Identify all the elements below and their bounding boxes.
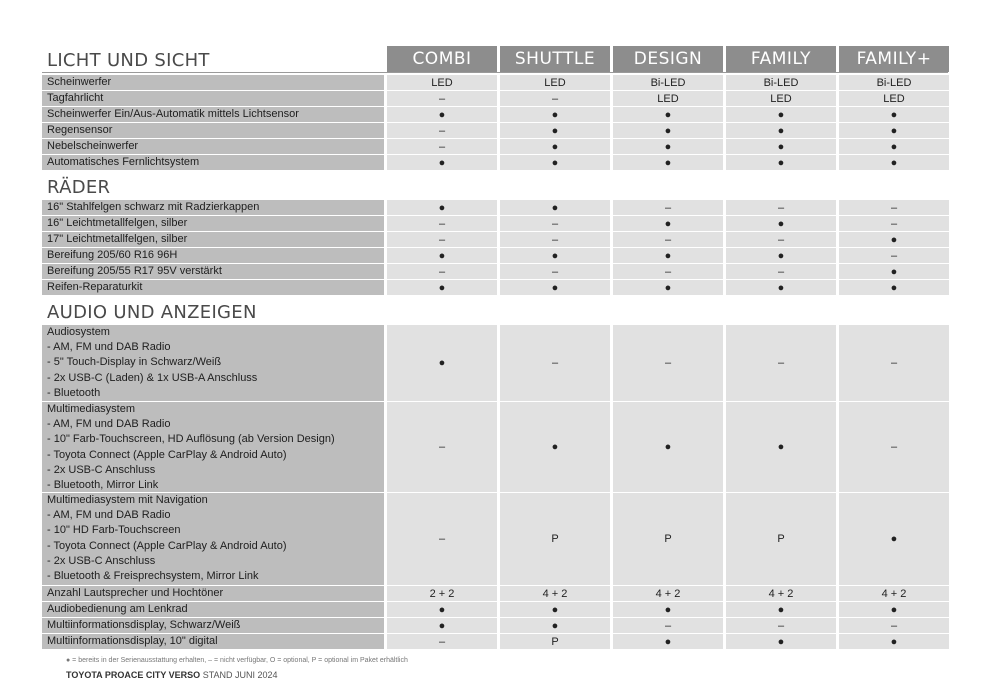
row-label-title: 17" Leichtmetallfelgen, silber [47, 233, 188, 245]
table-cell: ● [726, 155, 836, 170]
table-cell: Bi-LED [613, 75, 723, 90]
row-label [42, 602, 384, 617]
table-cell: – [726, 232, 836, 247]
table-cell: ● [387, 280, 497, 295]
column-header-family-: FAMILY+ [839, 46, 949, 72]
row-label [42, 618, 384, 633]
table-cell: ● [387, 325, 497, 401]
table-cell: – [839, 248, 949, 263]
table-cell: P [500, 493, 610, 585]
row-label [42, 493, 384, 585]
table-cell: – [726, 200, 836, 215]
table-cell: ● [387, 155, 497, 170]
table-cell: – [613, 264, 723, 279]
table-cell: ● [500, 280, 610, 295]
table-cell: – [387, 402, 497, 492]
column-header-shuttle: SHUTTLE [500, 46, 610, 72]
row-label-line: - AM, FM und DAB Radio [47, 509, 171, 522]
table-cell: ● [500, 618, 610, 633]
row-label-line: - 10" HD Farb-Touchscreen [47, 524, 181, 537]
row-label [42, 91, 384, 106]
table-cell: LED [500, 75, 610, 90]
row-label-line: - 5" Touch-Display in Schwarz/Weiß [47, 356, 222, 369]
column-header-combi: COMBI [387, 46, 497, 72]
table-cell: ● [387, 107, 497, 122]
table-cell: 2 + 2 [387, 586, 497, 601]
table-cell: ● [726, 216, 836, 231]
table-cell: – [500, 264, 610, 279]
table-cell: – [726, 325, 836, 401]
table-cell: – [387, 232, 497, 247]
column-header-family: FAMILY [726, 46, 836, 72]
table-cell: LED [613, 91, 723, 106]
table-cell: ● [726, 123, 836, 138]
table-cell: ● [839, 139, 949, 154]
table-cell: ● [613, 155, 723, 170]
row-label-title: 16" Stahlfelgen schwarz mit Radzierkappen [47, 201, 260, 213]
table-cell: – [387, 634, 497, 649]
section-title: LICHT UND SICHT [47, 50, 210, 71]
row-label-title: Multiinformationsdisplay, Schwarz/Weiß [47, 619, 241, 631]
table-cell: ● [613, 402, 723, 492]
row-label [42, 248, 384, 263]
table-cell: ● [839, 280, 949, 295]
table-cell: Bi-LED [839, 75, 949, 90]
row-label-title: Automatisches Fernlichtsystem [47, 156, 200, 168]
table-cell: ● [500, 402, 610, 492]
table-cell: ● [839, 493, 949, 585]
table-cell: ● [387, 602, 497, 617]
row-label-title: Bereifung 205/60 R16 96H [47, 249, 178, 261]
table-cell: ● [500, 155, 610, 170]
row-label-title: Bereifung 205/55 R17 95V verstärkt [47, 265, 222, 277]
row-label-line: - AM, FM und DAB Radio [47, 418, 171, 431]
footer [66, 670, 278, 680]
table-cell: ● [726, 280, 836, 295]
section-title: AUDIO UND ANZEIGEN [47, 302, 257, 323]
footer-brand: TOYOTA PROACE CITY VERSO [66, 670, 201, 680]
table-cell: – [500, 325, 610, 401]
table-cell: – [387, 216, 497, 231]
table-cell: ● [500, 139, 610, 154]
row-label-title: Scheinwerfer [47, 76, 112, 88]
table-cell: ● [613, 139, 723, 154]
table-cell: – [500, 216, 610, 231]
row-label-title: Tagfahrlicht [47, 92, 104, 104]
table-cell: 4 + 2 [500, 586, 610, 601]
row-label-line: - AM, FM und DAB Radio [47, 341, 171, 354]
row-label-line: - 10" Farb-Touchscreen, HD Auflösung (ab Version Design) [47, 433, 335, 446]
table-cell: ● [613, 216, 723, 231]
footer-stand: STAND JUNI 2024 [202, 670, 278, 680]
table-cell: ● [726, 602, 836, 617]
table-cell: P [613, 493, 723, 585]
table-cell: – [387, 91, 497, 106]
table-cell: – [387, 139, 497, 154]
table-cell: – [839, 325, 949, 401]
row-label-line: - Toyota Connect (Apple CarPlay & Android Auto) [47, 539, 287, 552]
row-label-line: - Bluetooth, Mirror Link [47, 479, 159, 492]
table-cell: ● [613, 602, 723, 617]
table-cell: P [500, 634, 610, 649]
row-label [42, 586, 384, 601]
row-label-title: Audiobedienung am Lenkrad [47, 603, 188, 615]
row-label-line: - 2x USB-C Anschluss [47, 554, 156, 567]
row-label-title: 16" Leichtmetallfelgen, silber [47, 217, 188, 229]
row-label [42, 264, 384, 279]
table-cell: – [839, 402, 949, 492]
table-cell: ● [839, 107, 949, 122]
row-label [42, 402, 384, 492]
row-label [42, 200, 384, 215]
table-cell: Bi-LED [726, 75, 836, 90]
table-cell: LED [839, 91, 949, 106]
table-cell: ● [500, 107, 610, 122]
table-cell: ● [613, 123, 723, 138]
table-cell: – [387, 264, 497, 279]
row-label-title: Nebelscheinwerfer [47, 140, 139, 152]
row-label-line: - 2x USB-C Anschluss [47, 463, 156, 476]
row-label-line: - 2x USB-C (Laden) & 1x USB-A Anschluss [47, 371, 258, 384]
table-cell: – [839, 618, 949, 633]
header-divider [42, 72, 948, 73]
row-label-title: Multiinformationsdisplay, 10" digital [47, 635, 218, 647]
row-label [42, 107, 384, 122]
table-cell: P [726, 493, 836, 585]
table-cell: – [500, 91, 610, 106]
table-cell: 4 + 2 [726, 586, 836, 601]
row-label-title: Scheinwerfer Ein/Aus-Automatik mittels Lichtsensor [47, 108, 299, 120]
row-label-title: Anzahl Lautsprecher und Hochtöner [47, 587, 224, 599]
row-label [42, 280, 384, 295]
row-label-title: Audiosystem [47, 326, 110, 338]
column-header-design: DESIGN [613, 46, 723, 72]
section-title: RÄDER [47, 177, 111, 198]
table-cell: ● [500, 123, 610, 138]
row-label [42, 325, 384, 401]
table-cell: ● [839, 264, 949, 279]
table-cell: ● [500, 602, 610, 617]
table-cell: ● [839, 232, 949, 247]
legend-footnote: ● = bereits in der Serienausstattung erhalten, – = nicht verfügbar, O = optional, P = optional im Paket erhältlich [66, 657, 408, 664]
table-cell: – [387, 493, 497, 585]
table-cell: ● [613, 248, 723, 263]
table-cell: – [726, 618, 836, 633]
row-label [42, 75, 384, 90]
row-label-title: Multimediasystem mit Navigation [47, 494, 208, 506]
row-label [42, 634, 384, 649]
table-cell: – [613, 618, 723, 633]
table-cell: ● [726, 248, 836, 263]
table-cell: ● [839, 155, 949, 170]
table-cell: ● [387, 248, 497, 263]
row-label-title: Regensensor [47, 124, 113, 136]
row-label [42, 232, 384, 247]
row-label-line: - Bluetooth [47, 386, 101, 399]
table-cell: – [726, 264, 836, 279]
table-cell: ● [726, 402, 836, 492]
table-cell: 4 + 2 [613, 586, 723, 601]
table-cell: LED [726, 91, 836, 106]
table-cell: – [613, 232, 723, 247]
row-label-title: Reifen-Reparaturkit [47, 281, 143, 293]
row-label-line: - Bluetooth & Freisprechsystem, Mirror Link [47, 570, 259, 583]
row-label-title: Multimediasystem [47, 403, 136, 415]
table-cell: 4 + 2 [839, 586, 949, 601]
row-label [42, 139, 384, 154]
table-cell: ● [613, 107, 723, 122]
table-cell: – [839, 200, 949, 215]
table-cell: ● [613, 634, 723, 649]
table-cell: LED [387, 75, 497, 90]
table-cell: ● [839, 123, 949, 138]
row-label [42, 123, 384, 138]
table-cell: ● [839, 602, 949, 617]
table-cell: ● [839, 634, 949, 649]
table-cell: ● [613, 280, 723, 295]
table-cell: ● [387, 618, 497, 633]
table-cell: – [613, 200, 723, 215]
table-cell: ● [500, 248, 610, 263]
table-cell: ● [387, 200, 497, 215]
table-cell: – [613, 325, 723, 401]
table-cell: ● [500, 200, 610, 215]
row-label-line: - Toyota Connect (Apple CarPlay & Android Auto) [47, 448, 287, 461]
table-cell: – [839, 216, 949, 231]
row-label [42, 216, 384, 231]
row-label [42, 155, 384, 170]
table-cell: ● [726, 139, 836, 154]
table-cell: ● [726, 634, 836, 649]
table-cell: ● [726, 107, 836, 122]
table-cell: – [500, 232, 610, 247]
table-cell: – [387, 123, 497, 138]
